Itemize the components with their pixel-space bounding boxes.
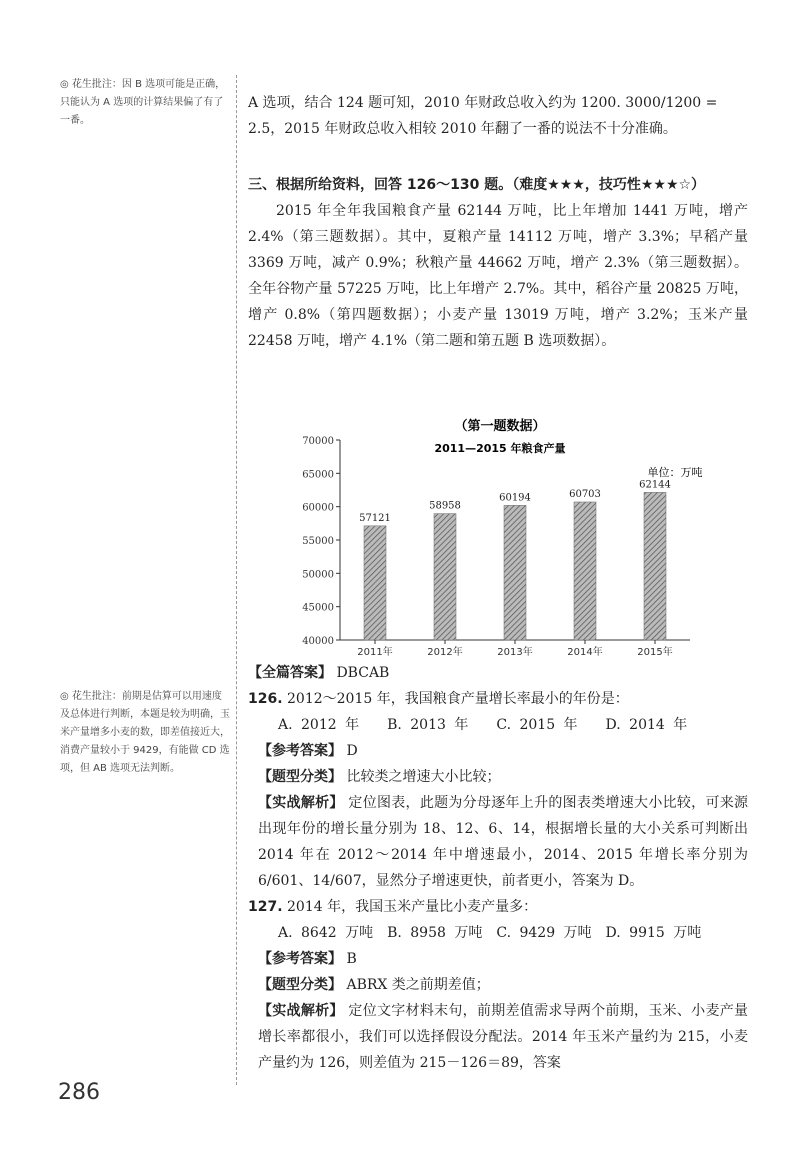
q127-analysis: 定位文字材料末句，前期差值需求导两个前期，玉米、小麦产量增长率都很小，我们可以选择假设分配法。2014 年玉米产量约为 215，小麦产量约为 126，则差值为 215－126＝89，答案 xyxy=(258,1003,749,1071)
y-tick-label-3: 55000 xyxy=(302,536,334,547)
margin-note-1: ◎ 花生批注：因 B 选项可能是正确，只能认为 A 选项的计算结果偏了有了一番。 xyxy=(60,79,226,126)
bar-2013年 xyxy=(504,505,526,640)
bar-2015年 xyxy=(644,492,666,640)
bar-2011年 xyxy=(364,526,386,640)
q126-type-value: 比较类之增速大小比较； xyxy=(346,769,501,785)
intro-block xyxy=(248,90,748,142)
x-tick-label-3: 2014年 xyxy=(567,647,603,658)
page-number: 286 xyxy=(58,1080,100,1105)
bar-2012年 xyxy=(434,514,456,640)
x-tick-label-4: 2015年 xyxy=(637,647,673,658)
q126-analysis-label: 【实战解析】 xyxy=(258,795,344,811)
y-tick-label-4: 60000 xyxy=(302,502,334,514)
y-tick-label-2: 50000 xyxy=(302,569,334,581)
chart-title: 2011—2015 年粮食产量 xyxy=(434,442,566,455)
chart-unit: 单位：万吨 xyxy=(647,466,703,479)
q126-number: 126. xyxy=(248,691,283,707)
x-tick-label-0: 2011年 xyxy=(357,647,393,658)
q126-ref-value: D xyxy=(346,743,358,759)
q126-ref-label: 【参考答案】 xyxy=(258,743,342,759)
intro-line-2: 2.5，2015 年财政总收入相较 2010 年翻了一番的说法不十分准确。 xyxy=(248,121,677,137)
margin-note-2: ◎ 花生批注：前期是估算可以用速度及总体进行判断，本题是较为明确，玉米产量增多小麦的数，即差值接近大，消费产量较小于 9429，有能做 CD 选项，但 AB 选项无法判断。 xyxy=(60,691,230,774)
q127-stem: 2014 年，我国玉米产量比小麦产量多： xyxy=(287,899,538,915)
q127-options: A. 8642 万吨 B. 8958 万吨 C. 9429 万吨 D. 9915 万吨 xyxy=(278,925,702,941)
grain-chart xyxy=(290,418,710,658)
bar-2014年 xyxy=(574,502,596,640)
q127-ref-value: B xyxy=(346,951,357,967)
q127-ref-label: 【参考答案】 xyxy=(258,951,342,967)
margin-divider xyxy=(236,75,237,1085)
section-paragraph: 2015 年全年我国粮食产量 62144 万吨，比上年增加 1441 万吨，增产 2.4%（第三题数据）。其中，夏粮产量 14112 万吨，增产 3.3%；早稻产量 3369 万吨，减产 0.9%；秋粮产量 44662 万吨，增产 2.3%（第三题数据）。全年谷物产量 57225 万吨，比上年增产 2.7%。其中，稻谷产量 20825 万吨，增产 0.8%（第四题数据）；小麦产量 13019 万吨，增产 3.2%；玉米产量 22458 万吨，增产 4.1%（第二题和第五题 B 选项数据）。 xyxy=(248,203,748,349)
chart-marks xyxy=(302,436,690,658)
data-label-0: 57121 xyxy=(359,512,391,524)
x-tick-label-2: 2013年 xyxy=(497,647,533,658)
data-label-1: 58958 xyxy=(429,500,461,512)
y-tick-label-5: 65000 xyxy=(302,469,334,481)
intro-line-1: A 选项，结合 124 题可知，2010 年财政总收入约为 1200. 3000/1200 = xyxy=(248,95,718,111)
chart-svg xyxy=(290,418,710,658)
data-label-3: 60703 xyxy=(569,488,601,500)
y-tick-label-6: 70000 xyxy=(302,436,334,447)
section-title: 三、根据所给资料，回答 126～130 题。（难度★★★，技巧性★★★☆） xyxy=(248,177,706,193)
data-label-4: 62144 xyxy=(639,479,671,491)
q127-analysis-label: 【实战解析】 xyxy=(258,1003,344,1019)
q126-analysis: 定位图表，此题为分母逐年上升的图表类增速大小比较，可来源出现年份的增长量分别为 18、12、6、14，根据增长量的大小关系可判断出 2014 年在 2012～2014 年中增速最小，2014、2015 年增长率分别为 6/601、14/607，显然分子增速更快，前者更小，答案为 D。 xyxy=(258,795,749,889)
data-label-2: 60194 xyxy=(499,492,531,504)
y-tick-label-0: 40000 xyxy=(302,636,334,647)
all-answers-value: DBCAB xyxy=(336,665,390,681)
questions-block xyxy=(248,660,748,1076)
section-block xyxy=(248,172,748,354)
q127-type-label: 【题型分类】 xyxy=(258,977,342,993)
q127-number: 127. xyxy=(248,899,283,915)
chart-caption: （第一题数据） xyxy=(454,419,546,434)
x-tick-label-1: 2012年 xyxy=(427,647,463,658)
y-tick-label-1: 45000 xyxy=(302,602,334,614)
all-answers-label: 【全篇答案】 xyxy=(248,665,332,681)
q127-type-value: ABRX 类之前期差值； xyxy=(346,977,490,993)
q126-type-label: 【题型分类】 xyxy=(258,769,342,785)
q126-stem: 2012～2015 年，我国粮食产量增长率最小的年份是： xyxy=(287,691,629,707)
q126-options: A. 2012 年 B. 2013 年 C. 2015 年 D. 2014 年 xyxy=(278,717,688,733)
